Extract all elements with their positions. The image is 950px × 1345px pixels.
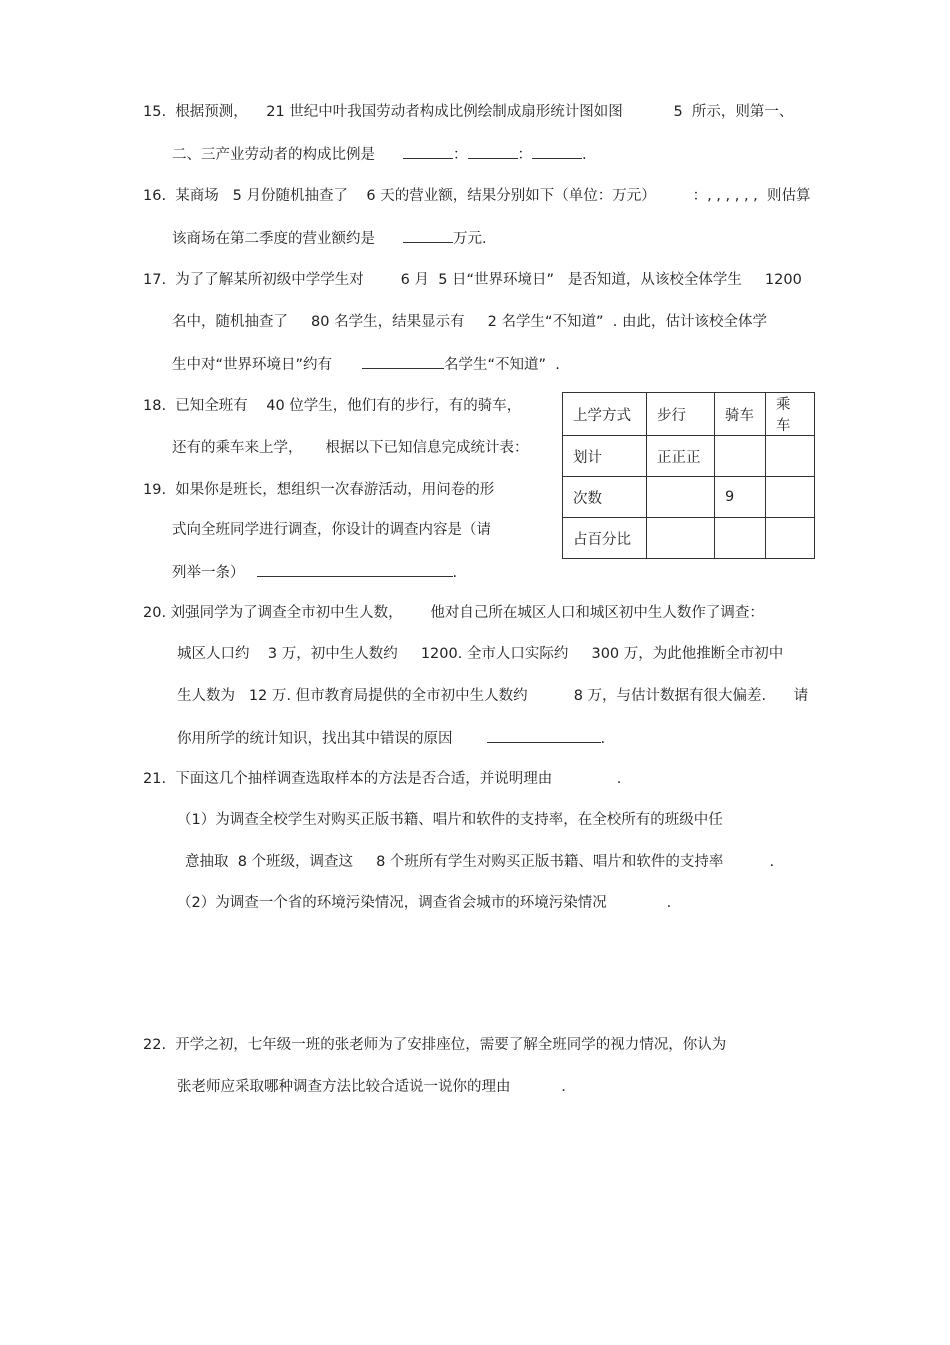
q21-line3: 意抽取 8 个班级，调查这 8 个班所有学生对购买正版书籍、唱片和软件的支持率 . bbox=[185, 854, 775, 870]
table-cell: 9 bbox=[715, 477, 766, 518]
q17-blank[interactable] bbox=[362, 354, 444, 369]
q20-line1: 20. 刘强同学为了调查全市初中生人数， 他对自己所在城区人口和城区初中生人数作了调查： bbox=[143, 605, 764, 621]
q16-line1: 16. 某商场 5 月份随机抽查了 6 天的营业额，结果分别如下（单位：万元） ：, , , , , , 则估算 bbox=[143, 188, 811, 204]
q18-line1: 18. 已知全班有 40 位学生，他们有的步行，有的骑车， bbox=[143, 398, 522, 414]
q20-line4-text: 你用所学的统计知识，找出其中错误的原因 bbox=[177, 731, 453, 747]
table-cell[interactable] bbox=[647, 477, 715, 518]
table-cell[interactable] bbox=[766, 436, 815, 477]
table-header-cell: 乘车 bbox=[766, 393, 815, 436]
q17-line3-text: 生中对“世界环境日”约有 bbox=[172, 357, 333, 373]
q16-line2-end: 万元. bbox=[453, 231, 487, 247]
q17-line1: 17. 为了了解某所初级中学学生对 6 月 5 日“世界环境日” 是否知道，从该校全体学生 1200 bbox=[143, 272, 802, 288]
table-row bbox=[563, 436, 815, 477]
table-header-row bbox=[563, 393, 815, 436]
q17-line3-end: 名学生“不知道” . bbox=[444, 357, 560, 373]
table-row bbox=[563, 518, 815, 559]
table-cell: 次数 bbox=[563, 477, 647, 518]
q19-line3-end: . bbox=[452, 565, 458, 581]
q19-line1: 19. 如果你是班长，想组织一次春游活动，用问卷的形 bbox=[143, 482, 495, 498]
q19-line3-text: 列举一条） bbox=[172, 565, 245, 581]
table-header-cell: 步行 bbox=[647, 393, 715, 436]
table-cell[interactable] bbox=[715, 518, 766, 559]
q15-line2-text: 二、三产业劳动者的构成比例是 bbox=[172, 147, 375, 163]
q15-sep-1: ： bbox=[453, 147, 468, 163]
q15-blank-1[interactable] bbox=[403, 144, 453, 159]
q21-line1: 21. 下面这几个抽样调查选取样本的方法是否合适，并说明理由 . bbox=[143, 771, 622, 787]
table-cell[interactable] bbox=[766, 477, 815, 518]
q20-line3: 生人数为 12 万. 但市教育局提供的全市初中生人数约 8 万，与估计数据有很大偏差. 请 bbox=[177, 688, 809, 704]
table-cell: 划计 bbox=[563, 436, 647, 477]
q20-blank[interactable] bbox=[487, 728, 601, 743]
q21-line4: （2）为调查一个省的环境污染情况，调查省会城市的环境污染情况 . bbox=[177, 895, 672, 911]
q17-line2: 名中，随机抽查了 80 名学生，结果显示有 2 名学生“不知道” . 由此，估计该校全体学 bbox=[172, 314, 767, 330]
table-cell: 正正正 bbox=[647, 436, 715, 477]
table-header-cell: 上学方式 bbox=[563, 393, 647, 436]
q19-line3 bbox=[172, 562, 457, 583]
q15-sep-2: ： bbox=[517, 147, 532, 163]
q16-blank[interactable] bbox=[403, 228, 453, 243]
q19-line2: 式向全班同学进行调查，你设计的调查内容是（请 bbox=[172, 522, 491, 538]
q15-line1: 15. 根据预测， 21 世纪中叶我国劳动者构成比例绘制成扇形统计图如图 5 所示，则第一、 bbox=[143, 104, 794, 120]
q17-line3 bbox=[172, 354, 560, 375]
table-cell: 占百分比 bbox=[563, 518, 647, 559]
q20-line4-end: . bbox=[600, 731, 606, 747]
q22-line1: 22. 开学之初，七年级一班的张老师为了安排座位，需要了解全班同学的视力情况，你认为 bbox=[143, 1037, 727, 1053]
table-cell[interactable] bbox=[647, 518, 715, 559]
q15-blank-3[interactable] bbox=[532, 144, 582, 159]
q22-line2: 张老师应采取哪种调查方法比较合适说一说你的理由 . bbox=[177, 1079, 566, 1095]
q20-line4 bbox=[177, 728, 605, 749]
table-cell[interactable] bbox=[766, 518, 815, 559]
q15-end: . bbox=[582, 147, 587, 163]
q16-line2 bbox=[172, 228, 487, 249]
q21-line2: （1）为调查全校学生对购买正版书籍、唱片和软件的支持率，在全校所有的班级中任 bbox=[177, 812, 723, 828]
q18-line2: 还有的乘车来上学， 根据以下已知信息完成统计表： bbox=[172, 440, 529, 456]
q15-line2 bbox=[172, 144, 587, 165]
q16-line2-text: 该商场在第二季度的营业额约是 bbox=[172, 231, 375, 247]
q15-blank-2[interactable] bbox=[468, 144, 518, 159]
table-header-cell: 骑车 bbox=[715, 393, 766, 436]
table-row bbox=[563, 477, 815, 518]
q20-line2: 城区人口约 3 万，初中生人数约 1200. 全市人口实际约 300 万，为此他推断全市初中 bbox=[177, 646, 784, 662]
commute-stat-table bbox=[562, 392, 815, 559]
q19-blank[interactable] bbox=[257, 562, 453, 577]
table-cell[interactable] bbox=[715, 436, 766, 477]
